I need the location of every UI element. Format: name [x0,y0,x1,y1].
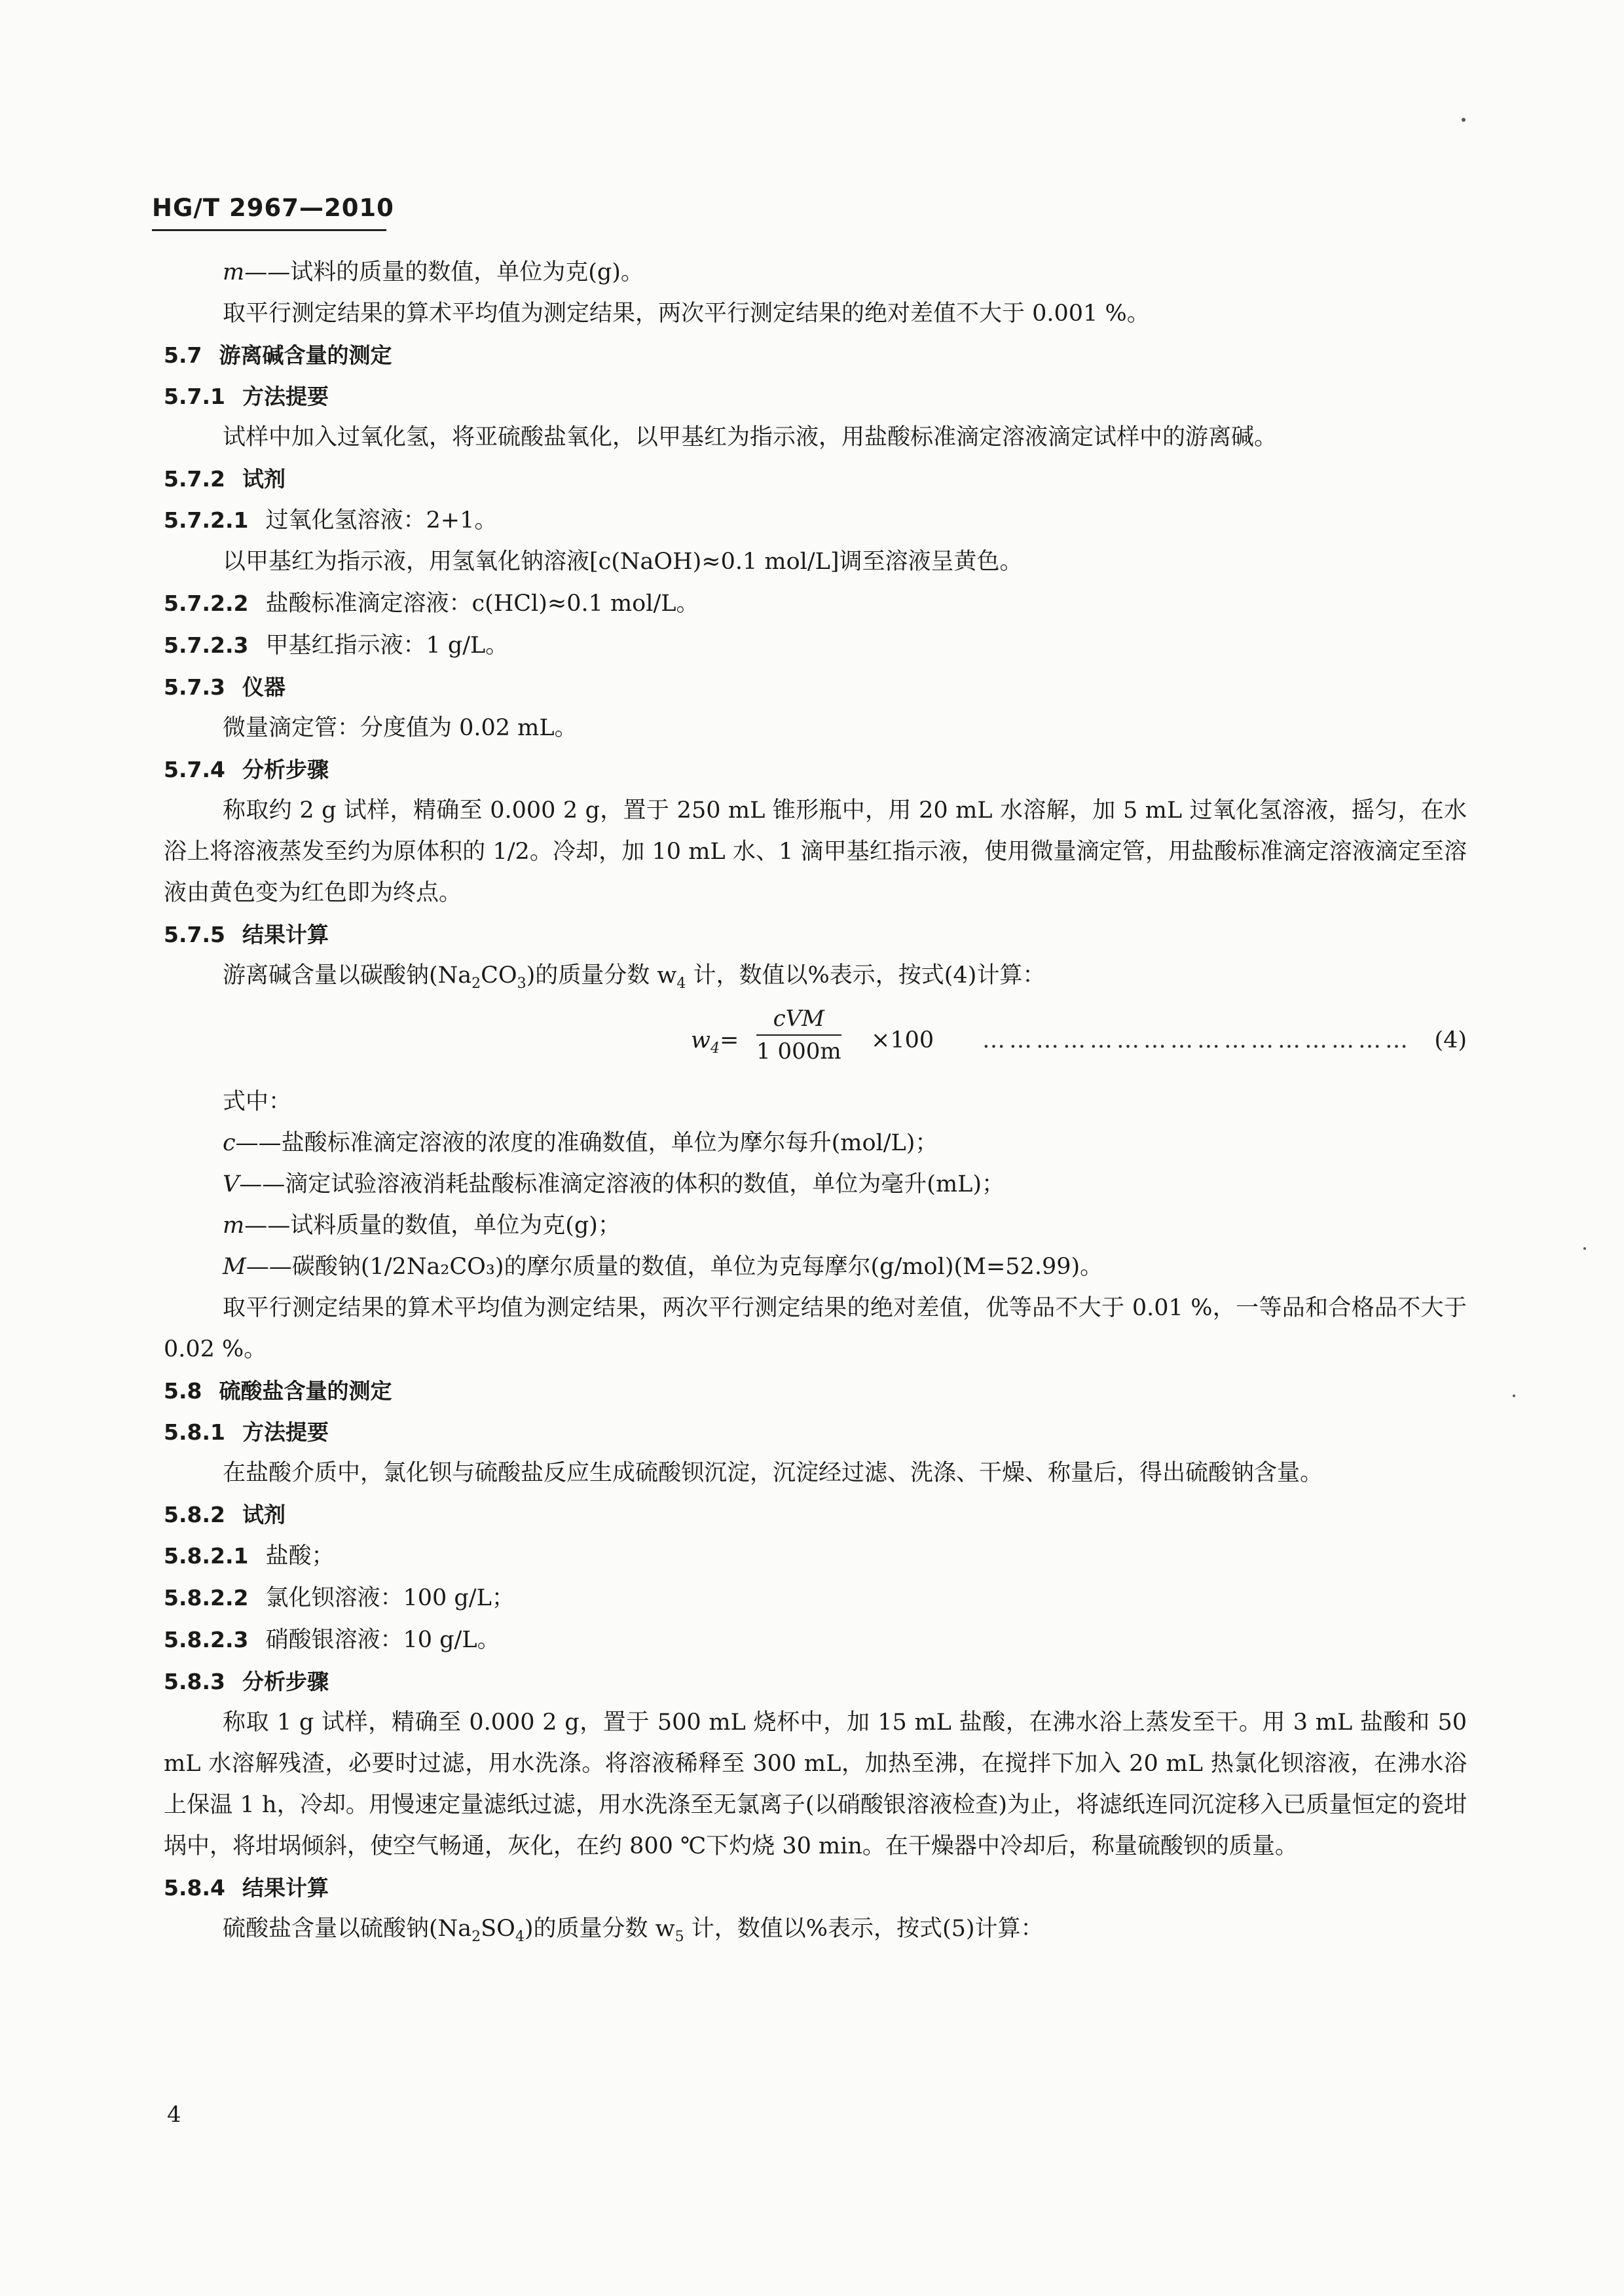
standard-code-header: HG/T 2967—2010 [152,194,394,222]
item-5-7-2-3: 5.7.2.3 甲基红指示液：1 g/L。 [164,632,509,659]
heading-5-7-4: 5.7.4 分析步骤 [164,757,329,782]
formula-times: ×100 [871,1027,934,1053]
paragraph-5-7-4: 称取约 2 g 试样，精确至 0.000 2 g，置于 250 mL 锥形瓶中，用 20 mL 水溶解，加 5 mL 过氧化氢溶液，摇匀，在水浴上将溶液蒸发至约为原体积的 1/2。冷却，加 10 mL 水、1 滴甲基红指示液，使用微量滴定管，用盐酸标准滴定溶液滴定至溶液由黄色变为红色即为终点。 [164,797,1467,906]
heading-5-7-3: 5.7.3 仪器 [164,674,286,700]
scan-speck [1513,1394,1515,1397]
heading-5-8-4: 5.8.4 结果计算 [164,1875,329,1901]
definition-v: V——滴定试验溶液消耗盐酸标准滴定溶液的体积的数值，单位为毫升(mL)； [223,1171,1005,1197]
definition-m-prev: m——试料的质量的数值，单位为克(g)。 [223,259,644,285]
formula-lhs: $w_4=$ [691,1027,739,1057]
item-5-8-2-2: 5.8.2.2 氯化钡溶液：100 g/L； [164,1585,515,1611]
paragraph-5-7-1: 试样中加入过氧化氢，将亚硫酸盐氧化，以甲基红为指示液，用盐酸标准滴定溶液滴定试样中的游离碱。 [223,424,1278,450]
item-5-8-2-3: 5.8.2.3 硝酸银溶液：10 g/L。 [164,1627,500,1653]
paragraph-5-8-1: 在盐酸介质中，氯化钡与硫酸盐反应生成硫酸钡沉淀，沉淀经过滤、洗涤、干燥、称量后，得出硫酸钠含量。 [223,1460,1323,1486]
definition-m: m——试料质量的数值，单位为克(g)； [223,1212,621,1239]
heading-5-7-1: 5.7.1 方法提要 [164,384,329,409]
formula-leader-dots: ………………………………………… [982,1027,1412,1053]
formula-4 [164,1007,1467,1079]
item-5-7-2-2: 5.7.2.2 盐酸标准滴定溶液：c(HCl)≈0.1 mol/L。 [164,591,699,617]
paragraph-5-8-4: 硫酸盐含量以硫酸钠$(Na_2SO_4)$的质量分数 $w_5$ 计，数值以%表示，按式(5)计算： [223,1916,1044,1945]
item-5-8-2-1: 5.8.2.1 盐酸； [164,1543,335,1569]
scan-speck [1583,1247,1586,1250]
paragraph-precision-1: 取平行测定结果的算术平均值为测定结果，两次平行测定结果的绝对差值不大于 0.001 %。 [223,301,1150,327]
heading-5-7-2: 5.7.2 试剂 [164,466,286,492]
scan-speck [1462,118,1466,122]
heading-5-7-5: 5.7.5 结果计算 [164,922,329,947]
definition-c: c——盐酸标准滴定溶液的浓度的准确数值，单位为摩尔每升(mol/L)； [223,1130,938,1156]
heading-5-8-2: 5.8.2 试剂 [164,1502,286,1527]
heading-5-8-1: 5.8.1 方法提要 [164,1419,329,1445]
formula-denominator: 1 000m [756,1038,841,1065]
paragraph-5-7-5: 游离碱含量以碳酸钠$(Na_2CO_3)$的质量分数 $w_4$ 计，数值以%表示，按式(4)计算： [223,962,1046,992]
formula-numerator: cVM [756,1003,841,1036]
paragraph-precision-2: 取平行测定结果的算术平均值为测定结果，两次平行测定结果的绝对差值，优等品不大于 0.01 %，一等品和合格品不大于 0.02 %。 [164,1295,1467,1362]
page-number: 4 [167,2102,181,2128]
definition-M: M——碳酸钠(1/2Na₂CO₃)的摩尔质量的数值，单位为克每摩尔(g/mol)(M=52.99)。 [223,1254,1103,1280]
paragraph-5-7-3: 微量滴定管：分度值为 0.02 mL。 [223,715,578,741]
symbol-m: m [223,259,245,285]
heading-5-8: 5.8 硫酸盐含量的测定 [164,1378,392,1404]
document-body [164,252,1467,1958]
wherein-label: 式中： [223,1089,292,1115]
heading-5-7: 5.7 游离碱含量的测定 [164,342,392,368]
paragraph-5-8-3: 称取 1 g 试样，精确至 0.000 2 g，置于 500 mL 烧杯中，加 15 mL 盐酸，在沸水浴上蒸发至干。用 3 mL 盐酸和 50 mL 水溶解残渣，必要时过滤，用水洗涤。将溶液稀释至 300 mL，加热至沸，在搅拌下加入 20 mL 热氯化钡溶液，在沸水浴上保温 1 h，冷却。用慢速定量滤纸过滤，用水洗涤至无氯离子(以硝酸银溶液检查)为止，将滤纸连同沉淀移入已质量恒定的瓷坩埚中，将坩埚倾斜，使空气畅通，灰化，在约 800 ℃下灼烧 30 min。在干燥器中冷却后，称量硫酸钡的质量。 [164,1709,1467,1859]
header-rule [152,229,386,231]
paragraph-5-7-2-1: 以甲基红为指示液，用氢氧化钠溶液[c(NaOH)≈0.1 mol/L]调至溶液呈黄色。 [223,549,1023,575]
formula-fraction [756,1003,841,1067]
item-5-7-2-1: 5.7.2.1 过氧化氢溶液：2+1。 [164,507,498,534]
formula-number: (4) [1434,1027,1467,1053]
heading-5-8-3: 5.8.3 分析步骤 [164,1669,329,1694]
